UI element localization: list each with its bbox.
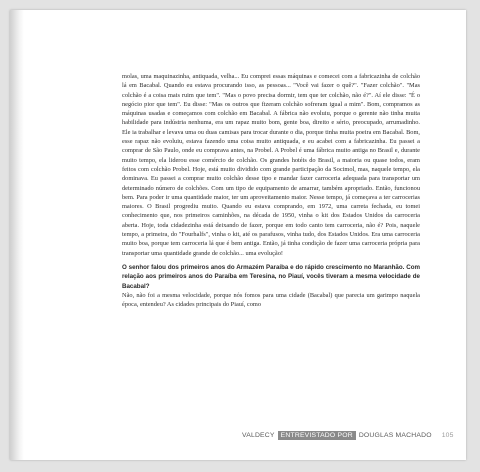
interview-text xyxy=(122,72,420,309)
footer-badge: ENTREVISTADO POR xyxy=(278,431,356,440)
book-spine-shadow xyxy=(10,10,24,460)
page-footer xyxy=(242,429,454,441)
footer-interviewer: DOUGLAS MACHADO xyxy=(358,431,432,439)
answer-paragraph: Não, não foi a mesma velocidade, porque nós fomos para uma cidade (Bacabal) que parecia um garimpo naquela época, entendeu? As cidades principais do Piauí, como xyxy=(122,291,420,309)
footer-author: VALDECY xyxy=(242,431,275,439)
book-page xyxy=(10,10,466,460)
interview-question: O senhor falou dos primeiros anos do Armazém Paraíba e do rápido crescimento no Maranhão. Com relação aos primeiros anos do Paraíba em Teresina, no Piauí, vocês tiveram a mesma velocidade de Bacabal? xyxy=(122,263,420,290)
body-paragraph: molas, uma maquinazinha, antiquada, velha... Eu comprei essas máquinas e comecei com a fabricazinha de colchão lá em Bacabal. Quando eu estava procurando isso, as pessoas... "Você vai fazer o quê?". "Fazer colchão". "Mas colchão é a coisa mais ruim que tem". "Mas o povo precisa dormir, tem que ter colchão, não é?". Aí ele disse: "É o negócio pior que tem". Eu disse: "Mas os outros que fizeram colchão sofreram igual a mim". Bom, compramos as máquinas usadas e começamos com colchão em Bacabal. A fábrica não evoluiu, porque o gerente não tinha muita habilidade para indústria nenhuma, era um rapaz muito bom, gente boa, direito e sério, preocupado, arrumadinho. Ele ia trabalhar e levava uma ou duas camisas para trocar durante o dia, porque tinha muita poeira em Bacabal. Bom, esse rapaz não evoluiu, estava fazendo uma coisa muito antiquada, e eu acabei com a fabricazinha. Eu passei a comprar de São Paulo, onde eu comprava antes, na Probel. A Probel é uma fábrica muito antiga no Brasil e, durante muito tempo, ela liderou esse comércio de colchão. Os grandes hotéis do Brasil, a maioria ou quase todos, eram feitos com colchão Probel. Hoje, está muito dividido com grande participação da Socimol, mas, naquele tempo, ela dominava. Eu passei a comprar muito colchão desse tipo e mandar fazer carroceria adequada para transportar um determinado número de colchões. Com um tipo de equipamento de amarrar, também apropriado. Então, funcionou bem. Para poder ir uma quantidade maior, ter um aproveitamento maior. Nesse tempo, já começava a ter carrocerias maiores. O Brasil progrediu muito. Quando eu estava comprando, em 1972, uma carreta fechada, eu tomei conhecimento que, nos primeiros caminhões, na década de 1950, vinha o kit dos Estados Unidos da carroceria aberta. Hoje, toda cidadezinha está deixando de fazer, porque em todo canto tem carroceria, não é? Pois, naquele tempo, a primeira, do "Fourhalfs", vinha o kit, até os parafusos, vinha tudo, dos Estados Unidos. Era uma carroceria muito boa, porque tem carroceria lá que é bem antiga. Então, já tinha condição de fazer uma carroceria própria para transportar uma quantidade grande de colchão... uma evolução! xyxy=(122,73,420,257)
page-number: 105 xyxy=(441,431,454,439)
